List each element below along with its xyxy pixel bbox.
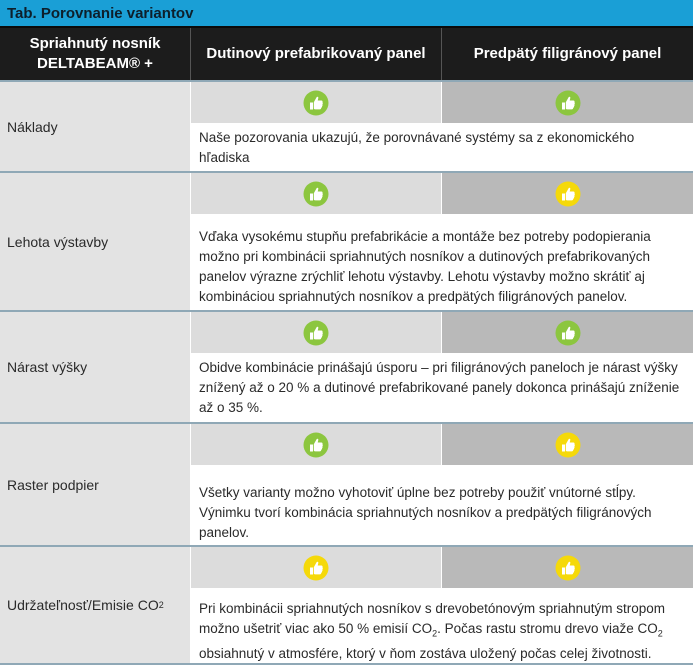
rating-cell xyxy=(442,312,693,353)
note-line: znížený až o 20 % a dutinové prefabrikované panely dokonca prinášajú zníženie xyxy=(199,380,680,395)
thumbs-up-green-icon xyxy=(303,320,329,346)
rating-cell xyxy=(191,173,441,214)
table-row xyxy=(0,173,693,310)
thumbs-up-yellow-icon xyxy=(555,555,581,581)
row-label: Nárast výšky xyxy=(0,312,190,422)
note-line: Všetky varianty možno vyhotoviť úplne bez potreby použiť vnútorné stĺpy. xyxy=(199,485,636,500)
row-label xyxy=(0,547,190,663)
note-line: obsiahnutý v atmosfére, ktorý v ňom zostáva uložený počas celej životnosti. xyxy=(199,645,652,661)
note-line: kombináciou spriahnutých nosníkov a predpätých filigránových panelov. xyxy=(199,289,628,304)
row-label: Lehota výstavby xyxy=(0,173,190,310)
header-col1 xyxy=(0,28,190,80)
note-line: až o 35 %. xyxy=(199,400,263,415)
rating-cell xyxy=(191,547,441,588)
table-row xyxy=(0,424,693,545)
rating-cell xyxy=(191,82,441,123)
table-title: Tab. Porovnanie variantov xyxy=(0,0,693,28)
rating-cell xyxy=(191,312,441,353)
table-row xyxy=(0,547,693,663)
thumbs-up-yellow-icon xyxy=(555,432,581,458)
table-row xyxy=(0,82,693,171)
thumbs-up-green-icon xyxy=(303,432,329,458)
row-label-text: Udržateľnosť/Emisie CO xyxy=(7,597,159,613)
note-line: panelov výrazne zrýchliť lehotu výstavby. Lehotu výstavby možno skrátiť aj xyxy=(199,269,645,284)
subscript: 2 xyxy=(158,600,164,610)
note-line: Vďaka vysokému stupňu prefabrikácie a montáže bez potreby podopierania xyxy=(199,229,651,244)
rating-cell xyxy=(442,173,693,214)
note-line: Naše pozorovania ukazujú, že porovnávané systémy sa z ekonomického hľadiska xyxy=(199,130,635,165)
rating-cell xyxy=(442,547,693,588)
row-label: Náklady xyxy=(0,82,190,171)
note-text: možno ušetriť viac ako 50 % emisií CO xyxy=(199,621,433,636)
thumbs-up-yellow-icon xyxy=(555,181,581,207)
note-line: Pri kombinácii spriahnutých nosníkov s drevobetónovým spriahnutým stropom xyxy=(199,601,665,616)
note-line: panelov. xyxy=(199,525,250,540)
note-line: Obidve kombinácie prinášajú úsporu – pri filigránových paneloch je nárast výšky xyxy=(199,360,678,375)
row-note xyxy=(191,465,693,545)
thumbs-up-yellow-icon xyxy=(303,555,329,581)
header-col2: Dutinový prefabrikovaný panel xyxy=(191,28,441,80)
thumbs-up-green-icon xyxy=(303,181,329,207)
row-note xyxy=(191,123,693,171)
row-note xyxy=(191,588,693,663)
note-line: Výnimku tvorí kombinácia spriahnutých nosníkov a predpätých filigránových xyxy=(199,505,652,520)
thumbs-up-green-icon xyxy=(303,90,329,116)
row-label: Raster podpier xyxy=(0,424,190,545)
row-note xyxy=(191,353,693,422)
rating-cell xyxy=(191,424,441,465)
header-col3: Predpätý filigránový panel xyxy=(442,28,693,80)
header-col1-line2: DELTABEAM® + xyxy=(37,55,153,72)
row-note xyxy=(191,214,693,310)
header-col1-line1: Spriahnutý nosník xyxy=(29,35,161,52)
subscript: 2 xyxy=(657,628,663,639)
subscript: 2 xyxy=(432,628,438,639)
rating-cell xyxy=(442,82,693,123)
thumbs-up-green-icon xyxy=(555,90,581,116)
note-line xyxy=(199,619,685,644)
note-text: . Počas rastu stromu drevo viaže CO xyxy=(437,621,658,636)
note-line: možno pri kombinácii spriahnutých nosníkov a dutinových prefabrikovaných xyxy=(199,249,650,264)
rating-cell xyxy=(442,424,693,465)
table-row xyxy=(0,312,693,422)
thumbs-up-green-icon xyxy=(555,320,581,346)
